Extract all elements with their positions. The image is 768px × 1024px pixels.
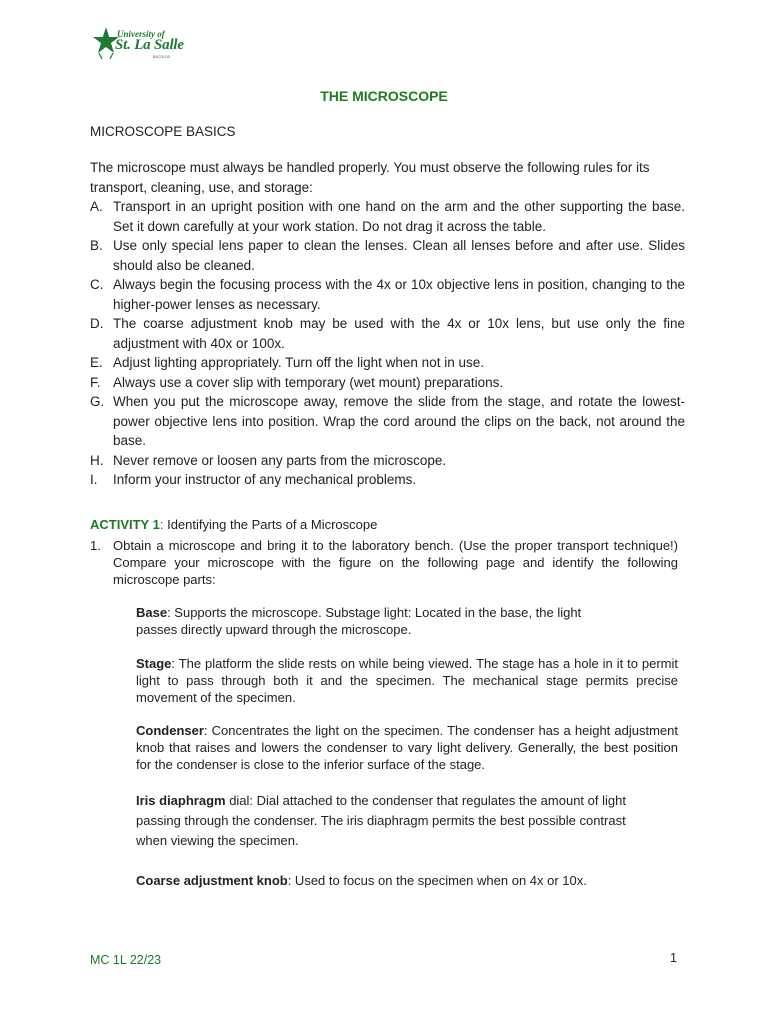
rule-item-b — [90, 236, 685, 275]
part-stage — [136, 655, 678, 706]
section-heading: MICROSCOPE BASICS — [90, 124, 236, 139]
activity-heading — [90, 517, 377, 532]
activity-step-1 — [90, 537, 678, 588]
rule-letter: C. — [90, 277, 104, 292]
activity-colon: : — [159, 517, 164, 532]
rule-text: Inform your instructor of any mechanical problems. — [113, 472, 417, 487]
part-description-cont: passing through the condenser. The iris diaphragm permits the best possible contrast — [136, 813, 626, 828]
part-description-cont: passes directly upward through the microscope. — [136, 622, 412, 637]
part-description: : Concentrates the light on the specimen. The condenser has a height adjustment knob that raises and lowers the condenser to vary light delivery. Generally, the best position for the condenser is close to the inferior surface of the stage. — [136, 723, 678, 772]
rule-item-a — [90, 197, 685, 236]
part-term: Stage — [136, 656, 172, 671]
rule-letter: A. — [90, 199, 103, 214]
rule-item-d — [90, 314, 685, 353]
rule-letter: H. — [90, 452, 104, 468]
rules-list — [90, 197, 685, 490]
rule-letter: B. — [90, 238, 103, 253]
rule-item-e — [90, 353, 685, 373]
rule-item-h — [90, 451, 685, 471]
part-iris-diaphragm — [136, 791, 678, 851]
rule-text: The coarse adjustment knob may be used with the 4x or 10x lens, but use only the fine adjustment with 40x or 100x. — [113, 316, 685, 351]
footer-page-number: 1 — [670, 951, 677, 965]
activity-label: ACTIVITY 1 — [90, 517, 160, 532]
part-term: Coarse adjustment knob — [136, 873, 288, 888]
rule-item-g — [90, 392, 685, 451]
rule-text: Always use a cover slip with temporary (wet mount) preparations. — [113, 374, 504, 390]
rule-letter: G. — [90, 394, 105, 409]
part-base — [136, 604, 678, 638]
part-description: : The platform the slide rests on while being viewed. The stage has a hole in it to permit light to pass through both it and the specimen. The mechanical stage permits precise movement of the specimen. — [136, 656, 678, 705]
rule-letter: E. — [90, 355, 103, 370]
rule-letter: F. — [90, 374, 101, 390]
logo-text-university: University of — [117, 29, 165, 39]
page-title: THE MICROSCOPE — [320, 88, 448, 104]
rule-letter: I. — [90, 472, 98, 487]
part-term: Condenser — [136, 723, 204, 738]
rule-text: Never remove or loosen any parts from the microscope. — [113, 452, 447, 468]
university-logo — [93, 26, 183, 62]
rule-letter: D. — [90, 316, 104, 331]
rule-item-i — [90, 470, 685, 490]
intro-paragraph: The microscope must always be handled properly. You must observe the following rules for its transport, cleaning, use, and storage: — [90, 160, 650, 195]
part-description: dial: Dial attached to the condenser that regulates the amount of light — [225, 793, 626, 808]
part-description: : Used to focus on the specimen when on 4x or 10x. — [287, 873, 587, 888]
rule-text: Adjust lighting appropriately. Turn off the light when not in use. — [113, 355, 484, 370]
logo-text-location: BACOLOD — [153, 55, 171, 59]
part-description-cont: when viewing the specimen. — [136, 833, 299, 848]
rule-text: When you put the microscope away, remove the slide from the stage, and rotate the lowest-power objective lens into position. Wrap the cord around the clips on the back, not around the base. — [113, 394, 685, 448]
part-description: : Supports the microscope. Substage light: Located in the base, the light — [167, 605, 582, 620]
step-number: 1. — [90, 538, 101, 553]
part-term: Iris diaphragm — [136, 793, 226, 808]
part-condenser — [136, 722, 678, 773]
footer-course-code: MC 1L 22/23 — [90, 953, 162, 967]
step-text: Obtain a microscope and bring it to the laboratory bench. (Use the proper transport technique!) Compare your microscope with the figure on the following page and identify the following microscope parts: — [113, 538, 678, 587]
rule-item-f — [90, 373, 685, 393]
logo-text-st-la-salle: St. La Salle — [115, 37, 184, 53]
part-term: Base — [136, 605, 168, 620]
part-coarse-adjustment — [136, 872, 678, 889]
activity-title: Identifying the Parts of a Microscope — [163, 517, 378, 532]
rule-text: Transport in an upright position with one hand on the arm and the other supporting the base. Set it down carefully at your work station. Do not drag it across the table. — [113, 199, 685, 234]
rule-text: Use only special lens paper to clean the lenses. Clean all lenses before and after use. Slides should also be cleaned. — [113, 238, 685, 273]
rule-item-c — [90, 275, 685, 314]
rule-text: Always begin the focusing process with the 4x or 10x objective lens in position, changing to the higher-power lenses as necessary. — [113, 277, 685, 312]
